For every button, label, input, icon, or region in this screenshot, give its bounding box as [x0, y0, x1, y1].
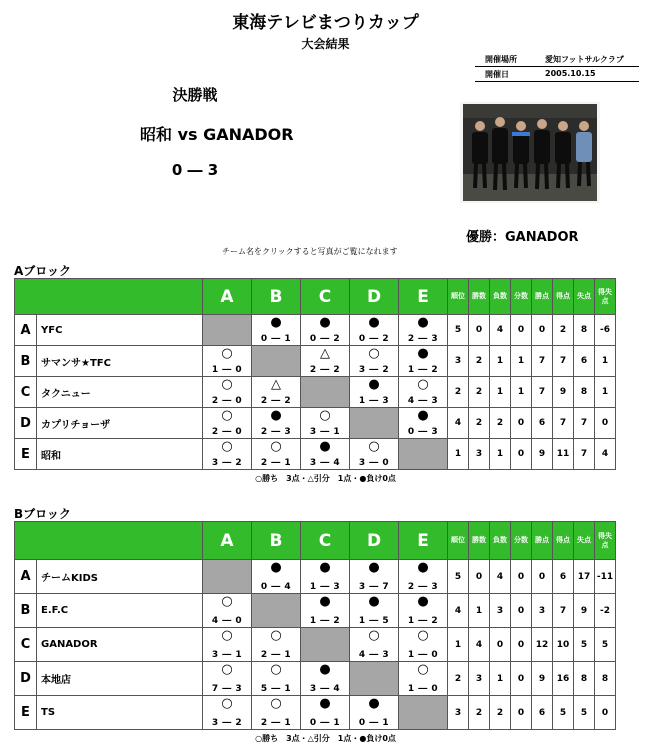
result-score: 1 ― 0 — [407, 684, 439, 694]
final-score: 0 ― 3 — [171, 161, 219, 179]
page-title: 東海テレビまつりカップ — [232, 13, 419, 33]
column-header-stat: 失点 — [574, 279, 595, 315]
column-header-team: C — [301, 522, 350, 560]
stat-value: 0 — [511, 315, 532, 346]
result-symbol: △ — [320, 346, 330, 361]
stat-value: 0 — [490, 628, 511, 662]
block-a-label: Aブロック — [14, 264, 72, 278]
row-letter: E — [15, 439, 37, 470]
result-score: 2 ― 2 — [309, 365, 341, 375]
page-subtitle: 大会結果 — [301, 37, 350, 51]
result-score: 2 ― 3 — [407, 582, 439, 592]
self-match-cell — [399, 696, 448, 730]
result-score: 1 ― 3 — [309, 582, 341, 592]
header-blank — [15, 279, 203, 315]
column-header-stat: 分数 — [511, 522, 532, 560]
match-result-cell — [399, 662, 448, 696]
match-result-cell — [399, 346, 448, 377]
team-name-link[interactable]: E.F.C — [37, 594, 203, 628]
result-symbol: ● — [417, 408, 429, 423]
column-header-team: D — [350, 279, 399, 315]
stat-value: 0 — [511, 628, 532, 662]
stat-value: 1 — [490, 377, 511, 408]
match-result-cell — [301, 439, 350, 470]
stat-value: 5 — [448, 560, 469, 594]
self-match-cell — [252, 594, 301, 628]
stat-value: -11 — [595, 560, 616, 594]
row-letter: D — [15, 408, 37, 439]
stat-value: 1 — [511, 377, 532, 408]
result-score: 0 ― 3 — [407, 427, 439, 437]
match-result-cell — [350, 560, 399, 594]
stat-value: 0 — [469, 315, 490, 346]
result-score: 3 ― 4 — [309, 458, 341, 468]
result-score: 2 ― 0 — [211, 427, 243, 437]
stat-value: 6 — [532, 408, 553, 439]
team-row — [15, 408, 616, 439]
date-row — [475, 67, 639, 82]
stat-value: 7 — [574, 408, 595, 439]
stat-value: 2 — [448, 377, 469, 408]
stat-value: 1 — [595, 377, 616, 408]
match-result-cell — [301, 315, 350, 346]
column-header-team: B — [252, 279, 301, 315]
match-result-cell — [301, 594, 350, 628]
match-result-cell — [399, 628, 448, 662]
team-name-link[interactable]: タクニュー — [37, 377, 203, 408]
stat-value: 3 — [448, 346, 469, 377]
team-name-link[interactable]: GANADOR — [37, 628, 203, 662]
self-match-cell — [301, 628, 350, 662]
venue-label: 開催場所 — [485, 55, 517, 64]
match-result-cell — [350, 439, 399, 470]
row-letter: A — [15, 560, 37, 594]
result-symbol: ● — [368, 594, 380, 609]
result-score: 1 ― 3 — [358, 396, 390, 406]
result-symbol: ● — [319, 696, 331, 711]
result-score: 1 ― 2 — [309, 616, 341, 626]
result-symbol: ● — [417, 346, 429, 361]
stat-value: 7 — [553, 346, 574, 377]
stat-value: 1 — [595, 346, 616, 377]
stat-value: 6 — [532, 696, 553, 730]
header-blank — [15, 522, 203, 560]
result-score: 2 ― 1 — [260, 458, 292, 468]
stat-value: 5 — [574, 696, 595, 730]
stat-value: 8 — [595, 662, 616, 696]
result-symbol: ● — [319, 560, 331, 575]
result-score: 2 ― 1 — [260, 718, 292, 728]
result-score: 3 ― 1 — [211, 650, 243, 660]
result-score: 5 ― 1 — [260, 684, 292, 694]
stat-value: 9 — [532, 439, 553, 470]
stat-value: 0 — [595, 408, 616, 439]
self-match-cell — [399, 439, 448, 470]
column-header-team: B — [252, 522, 301, 560]
match-result-cell — [252, 662, 301, 696]
stat-value: 2 — [469, 377, 490, 408]
stat-value: 2 — [469, 346, 490, 377]
result-symbol: ● — [417, 594, 429, 609]
stat-value: 7 — [574, 439, 595, 470]
self-match-cell — [203, 315, 252, 346]
stat-value: 5 — [574, 628, 595, 662]
stat-value: 1 — [511, 346, 532, 377]
result-symbol: ○ — [221, 408, 233, 423]
result-symbol: ● — [417, 560, 429, 575]
column-header-team: D — [350, 522, 399, 560]
stat-value: 4 — [448, 594, 469, 628]
stat-value: 0 — [532, 560, 553, 594]
date-value: 2005.10.15 — [545, 69, 596, 78]
team-name-link[interactable]: TS — [37, 696, 203, 730]
column-header-stat: 負数 — [490, 522, 511, 560]
match-result-cell — [301, 696, 350, 730]
match-result-cell — [301, 560, 350, 594]
column-header-stat: 勝数 — [469, 279, 490, 315]
team-row — [15, 628, 616, 662]
team-row — [15, 662, 616, 696]
result-symbol: ○ — [221, 662, 233, 677]
result-score: 3 ― 2 — [211, 458, 243, 468]
result-symbol: ○ — [417, 377, 429, 392]
match-result-cell — [252, 408, 301, 439]
match-result-cell — [203, 408, 252, 439]
match-result-cell — [203, 439, 252, 470]
column-header-stat: 順位 — [448, 522, 469, 560]
column-header-stat: 負数 — [490, 279, 511, 315]
result-score: 1 ― 2 — [407, 365, 439, 375]
result-symbol: ● — [368, 315, 380, 330]
result-symbol: △ — [271, 377, 281, 392]
match-result-cell — [203, 377, 252, 408]
result-score: 0 ― 1 — [260, 334, 292, 344]
column-header-stat: 失点 — [574, 522, 595, 560]
stat-value: 12 — [532, 628, 553, 662]
column-header-stat: 得失点 — [595, 279, 616, 315]
match-result-cell — [350, 315, 399, 346]
stat-value: 3 — [469, 439, 490, 470]
result-score: 7 ― 3 — [211, 684, 243, 694]
match-result-cell — [301, 408, 350, 439]
final-label: 決勝戦 — [172, 86, 218, 104]
stat-value: 0 — [511, 594, 532, 628]
result-symbol: ● — [319, 315, 331, 330]
stat-value: 2 — [490, 696, 511, 730]
stat-value: 7 — [532, 377, 553, 408]
stat-value: 2 — [469, 408, 490, 439]
stat-value: 7 — [553, 408, 574, 439]
stat-value: 9 — [574, 594, 595, 628]
final-matchup: 昭和 vs GANADOR — [140, 125, 294, 144]
result-score: 3 ― 0 — [358, 458, 390, 468]
match-result-cell — [350, 628, 399, 662]
match-result-cell — [350, 377, 399, 408]
stat-value: 8 — [574, 377, 595, 408]
stat-value: 3 — [469, 662, 490, 696]
result-symbol: ○ — [368, 439, 380, 454]
result-score: 4 ― 3 — [358, 650, 390, 660]
column-header-team: E — [399, 279, 448, 315]
stat-value: 8 — [574, 662, 595, 696]
result-symbol: ● — [270, 560, 282, 575]
stat-value: 6 — [553, 560, 574, 594]
result-symbol: ● — [319, 439, 331, 454]
stat-value: 1 — [490, 346, 511, 377]
result-score: 1 ― 0 — [407, 650, 439, 660]
match-result-cell — [350, 696, 399, 730]
stat-value: 2 — [469, 696, 490, 730]
match-result-cell — [399, 315, 448, 346]
result-symbol: ● — [417, 315, 429, 330]
stat-value: 0 — [469, 560, 490, 594]
stat-value: 17 — [574, 560, 595, 594]
self-match-cell — [301, 377, 350, 408]
stat-value: 4 — [448, 408, 469, 439]
column-header-team: E — [399, 522, 448, 560]
match-result-cell — [203, 346, 252, 377]
stat-value: 4 — [469, 628, 490, 662]
result-symbol: ○ — [368, 628, 380, 643]
block-b-table — [14, 521, 616, 730]
result-symbol: ● — [270, 315, 282, 330]
result-score: 0 ― 2 — [309, 334, 341, 344]
result-score: 3 ― 2 — [358, 365, 390, 375]
team-row — [15, 560, 616, 594]
stat-value: 0 — [511, 662, 532, 696]
result-symbol: ○ — [417, 628, 429, 643]
team-row — [15, 315, 616, 346]
result-symbol: ● — [368, 696, 380, 711]
column-header-stat: 勝点 — [532, 522, 553, 560]
team-name-link[interactable]: カプリチョーザ — [37, 408, 203, 439]
result-score: 0 ― 1 — [309, 718, 341, 728]
stat-value: 10 — [553, 628, 574, 662]
stat-value: -2 — [595, 594, 616, 628]
row-letter: B — [15, 594, 37, 628]
match-result-cell — [399, 594, 448, 628]
stat-value: 0 — [532, 315, 553, 346]
stat-value: 3 — [448, 696, 469, 730]
match-result-cell — [399, 408, 448, 439]
result-score: 2 ― 0 — [211, 396, 243, 406]
stat-value: 6 — [574, 346, 595, 377]
match-result-cell — [203, 628, 252, 662]
stat-value: 5 — [595, 628, 616, 662]
column-header-stat: 得失点 — [595, 522, 616, 560]
column-header-stat: 得点 — [553, 279, 574, 315]
result-score: 3 ― 1 — [309, 427, 341, 437]
stat-value: 0 — [511, 696, 532, 730]
row-letter: C — [15, 377, 37, 408]
result-symbol: ○ — [221, 696, 233, 711]
team-name-link[interactable]: YFC — [37, 315, 203, 346]
stat-value: 2 — [553, 315, 574, 346]
team-row — [15, 377, 616, 408]
result-symbol: ○ — [368, 346, 380, 361]
column-header-stat: 分数 — [511, 279, 532, 315]
team-name-link[interactable]: サマンサ★TFC — [37, 346, 203, 377]
result-symbol: ● — [319, 662, 331, 677]
click-note: チーム名をクリックすると写真がご覧になれます — [222, 247, 398, 256]
match-result-cell — [252, 377, 301, 408]
result-score: 2 ― 2 — [260, 396, 292, 406]
stat-value: 0 — [595, 696, 616, 730]
match-result-cell — [252, 628, 301, 662]
match-result-cell — [252, 560, 301, 594]
match-result-cell — [203, 662, 252, 696]
match-result-cell — [350, 346, 399, 377]
stat-value: 9 — [553, 377, 574, 408]
column-header-team: C — [301, 279, 350, 315]
result-symbol: ○ — [417, 662, 429, 677]
stat-value: 8 — [574, 315, 595, 346]
stat-value: 16 — [553, 662, 574, 696]
venue-value: 愛知フットサルクラブ — [545, 55, 624, 64]
match-result-cell — [301, 346, 350, 377]
block-a-table — [14, 278, 616, 470]
team-name-link[interactable]: 昭和 — [37, 439, 203, 470]
date-label: 開催日 — [485, 70, 509, 79]
result-score: 3 ― 2 — [211, 718, 243, 728]
result-symbol: ○ — [270, 628, 282, 643]
stat-value: 9 — [532, 662, 553, 696]
stat-value: 4 — [595, 439, 616, 470]
result-score: 0 ― 1 — [358, 718, 390, 728]
result-symbol: ● — [319, 594, 331, 609]
venue-row — [475, 52, 639, 67]
stat-value: 0 — [511, 439, 532, 470]
stat-value: 3 — [532, 594, 553, 628]
row-letter: A — [15, 315, 37, 346]
match-result-cell — [301, 662, 350, 696]
result-score: 3 ― 4 — [309, 684, 341, 694]
stat-value: 2 — [490, 408, 511, 439]
row-letter: C — [15, 628, 37, 662]
row-letter: D — [15, 662, 37, 696]
result-symbol: ○ — [319, 408, 331, 423]
stat-value: 1 — [448, 628, 469, 662]
stat-value: 4 — [490, 560, 511, 594]
result-symbol: ○ — [221, 346, 233, 361]
result-symbol: ○ — [221, 439, 233, 454]
stat-value: 5 — [553, 696, 574, 730]
stat-value: 5 — [448, 315, 469, 346]
stat-value: 7 — [532, 346, 553, 377]
team-name-link[interactable]: チームKIDS — [37, 560, 203, 594]
block-b-legend: ○勝ち 3点・△引分 1点・●負け0点 — [255, 734, 396, 743]
result-symbol: ○ — [221, 377, 233, 392]
result-symbol: ● — [270, 408, 282, 423]
match-result-cell — [252, 439, 301, 470]
result-score: 0 ― 4 — [260, 582, 292, 592]
self-match-cell — [350, 662, 399, 696]
result-score: 2 ― 3 — [260, 427, 292, 437]
stat-value: -6 — [595, 315, 616, 346]
result-symbol: ○ — [221, 628, 233, 643]
stat-value: 1 — [490, 662, 511, 696]
result-score: 2 ― 1 — [260, 650, 292, 660]
column-header-team: A — [203, 522, 252, 560]
block-a-legend: ○勝ち 3点・△引分 1点・●負け0点 — [255, 474, 396, 483]
result-score: 3 ― 7 — [358, 582, 390, 592]
stat-value: 2 — [448, 662, 469, 696]
result-score: 4 ― 3 — [407, 396, 439, 406]
result-score: 1 ― 5 — [358, 616, 390, 626]
stat-value: 3 — [490, 594, 511, 628]
result-symbol: ○ — [270, 662, 282, 677]
team-name-link[interactable]: 本地店 — [37, 662, 203, 696]
self-match-cell — [350, 408, 399, 439]
result-symbol: ● — [368, 377, 380, 392]
result-score: 2 ― 3 — [407, 334, 439, 344]
team-row — [15, 439, 616, 470]
stat-value: 1 — [469, 594, 490, 628]
result-symbol: ○ — [221, 594, 233, 609]
match-result-cell — [203, 594, 252, 628]
result-symbol: ○ — [270, 696, 282, 711]
result-score: 1 ― 0 — [211, 365, 243, 375]
team-row — [15, 594, 616, 628]
match-result-cell — [252, 315, 301, 346]
result-score: 0 ― 2 — [358, 334, 390, 344]
match-result-cell — [203, 696, 252, 730]
result-score: 4 ― 0 — [211, 616, 243, 626]
team-photo-image — [460, 102, 600, 203]
result-score: 1 ― 2 — [407, 616, 439, 626]
column-header-stat: 勝数 — [469, 522, 490, 560]
result-symbol: ● — [368, 560, 380, 575]
match-result-cell — [252, 696, 301, 730]
row-letter: B — [15, 346, 37, 377]
winner-label: 優勝：GANADOR — [466, 230, 579, 245]
result-symbol: ○ — [270, 439, 282, 454]
match-result-cell — [399, 560, 448, 594]
stat-value: 4 — [490, 315, 511, 346]
team-row — [15, 346, 616, 377]
column-header-stat: 順位 — [448, 279, 469, 315]
column-header-stat: 得点 — [553, 522, 574, 560]
stat-value: 7 — [553, 594, 574, 628]
stat-value: 11 — [553, 439, 574, 470]
stat-value: 0 — [511, 408, 532, 439]
self-match-cell — [203, 560, 252, 594]
stat-value: 1 — [490, 439, 511, 470]
column-header-stat: 勝点 — [532, 279, 553, 315]
match-result-cell — [399, 377, 448, 408]
self-match-cell — [252, 346, 301, 377]
column-header-team: A — [203, 279, 252, 315]
team-row — [15, 696, 616, 730]
block-b-label: Bブロック — [14, 507, 71, 521]
stat-value: 1 — [448, 439, 469, 470]
stat-value: 0 — [511, 560, 532, 594]
team-photo[interactable] — [460, 102, 600, 203]
match-result-cell — [350, 594, 399, 628]
row-letter: E — [15, 696, 37, 730]
